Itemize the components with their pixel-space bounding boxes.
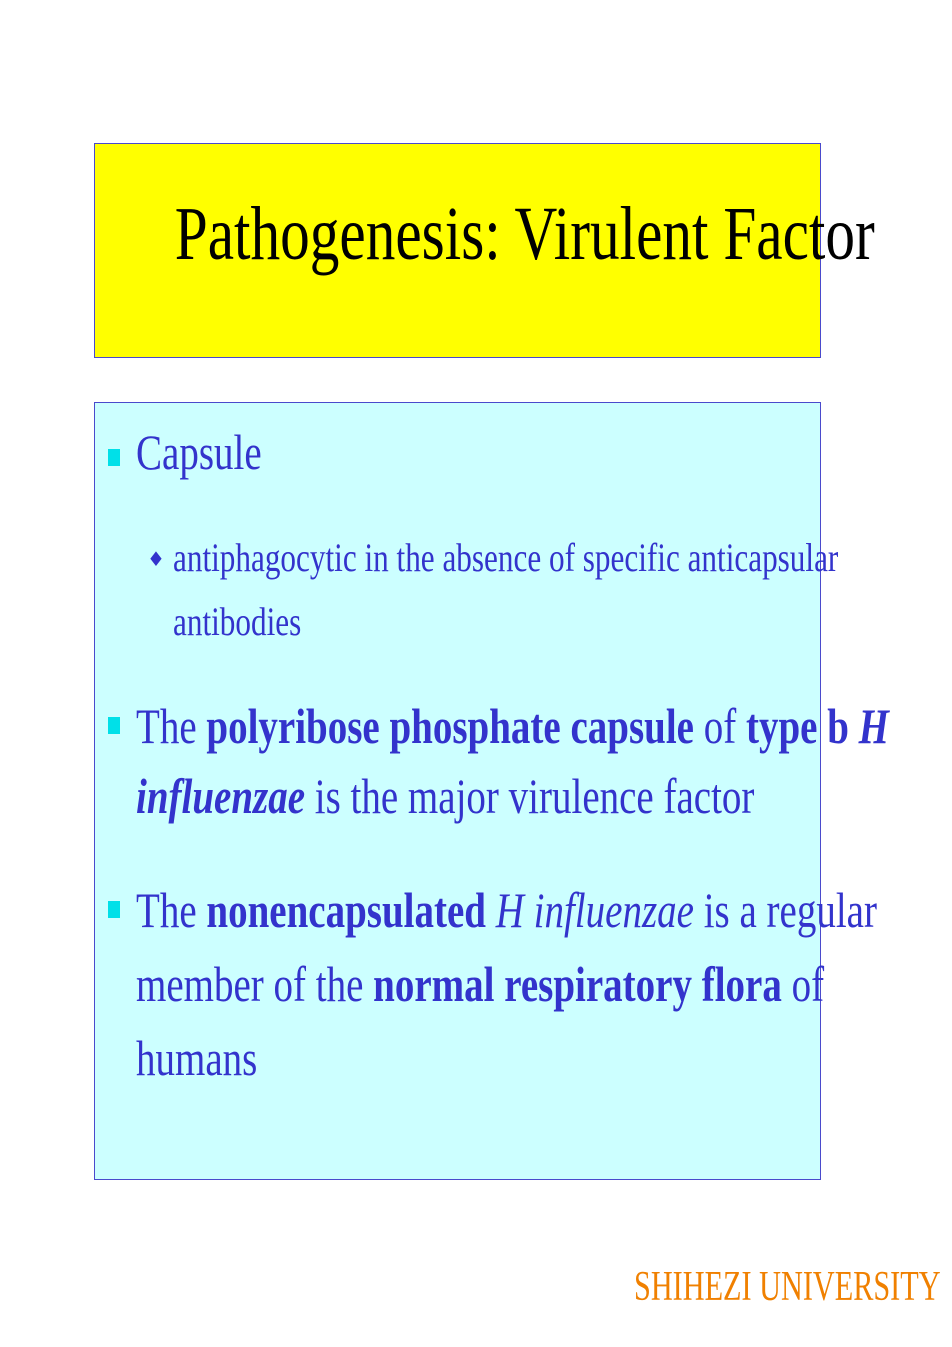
bold-term: polyribose phosphate capsule bbox=[206, 698, 694, 754]
text-run: is a regular bbox=[693, 882, 877, 938]
sub-bullet-line-1: antiphagocytic in the absence of specific anticapsular bbox=[173, 535, 839, 580]
bullet-square-icon bbox=[108, 449, 120, 466]
bullet-pathogen-line-2 bbox=[136, 763, 754, 829]
slide-title: Pathogenesis: Virulent Factor bbox=[174, 192, 875, 276]
text-run: member of the bbox=[136, 956, 374, 1012]
title-box bbox=[94, 143, 875, 358]
diamond-bullet-icon: ♦ bbox=[147, 547, 165, 571]
sub-bullet-line-2: antibodies bbox=[173, 599, 302, 644]
bullet-square-icon bbox=[108, 717, 120, 734]
content-box bbox=[94, 402, 890, 1180]
italic-term: H influenzae bbox=[495, 882, 694, 938]
bullet-pathogen-line-1 bbox=[136, 693, 889, 759]
bold-term: type b bbox=[745, 698, 859, 754]
bold-term: normal respiratory flora bbox=[373, 956, 782, 1012]
bullet-nonencapsulated-line-2 bbox=[136, 951, 824, 1017]
footer-institution: SHIHEZI UNIVERSITY bbox=[634, 1264, 941, 1310]
text-run: is the major virulence factor bbox=[305, 768, 755, 824]
bullet-square-icon bbox=[108, 901, 120, 918]
text-run: of bbox=[693, 698, 746, 754]
text-run: The bbox=[136, 698, 207, 754]
bold-italic-term: influenzae bbox=[136, 768, 306, 824]
text-run: The bbox=[136, 882, 207, 938]
bullet-nonencapsulated-line-1 bbox=[136, 877, 877, 943]
bullet-capsule: Capsule bbox=[136, 424, 262, 480]
text-run bbox=[486, 882, 496, 938]
bullet-nonencapsulated-line-3: humans bbox=[136, 1030, 258, 1086]
bold-term: nonencapsulated bbox=[206, 882, 486, 938]
text-run: of bbox=[781, 956, 825, 1012]
bold-italic-term: H bbox=[858, 698, 890, 754]
